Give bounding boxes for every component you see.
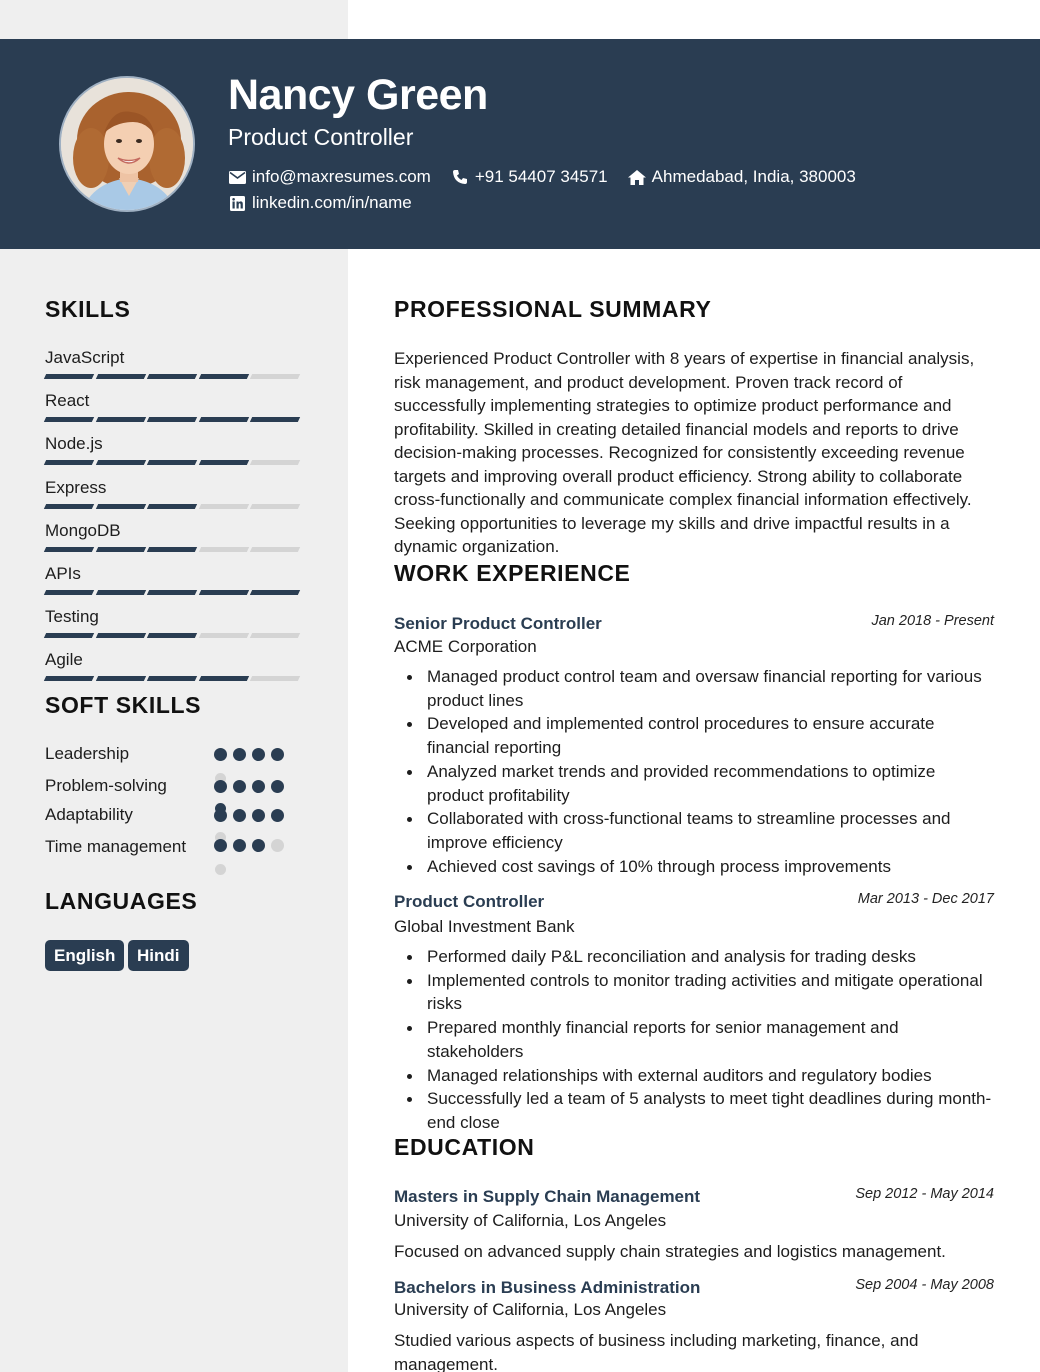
- education-heading: EDUCATION: [394, 1134, 535, 1160]
- skill-segment-empty: [198, 547, 248, 552]
- soft-skill-dots: [214, 748, 290, 761]
- contact-row: [228, 167, 876, 187]
- soft-skill-label: Problem-solving: [45, 776, 167, 795]
- skill-segment-filled: [95, 504, 145, 509]
- skill-label: React: [45, 391, 90, 411]
- skill-label: JavaScript: [45, 348, 125, 367]
- skill-label: Node.js: [45, 434, 103, 454]
- skill-segment-filled: [44, 460, 94, 465]
- languages-heading: LANGUAGES: [45, 888, 198, 914]
- skill-label: Testing: [45, 607, 99, 627]
- portrait-image: [61, 78, 195, 212]
- skill-level-bar: [45, 417, 303, 422]
- rating-dot-filled: [233, 748, 246, 761]
- skill-segment-filled: [95, 547, 145, 552]
- language-tag: English: [45, 940, 124, 971]
- education-dates: Sep 2004 - May 2008: [855, 1277, 994, 1293]
- skill-segment-filled: [147, 374, 197, 379]
- list-item: Performed daily P&L reconciliation and analysis for trading desks: [394, 945, 994, 969]
- skill-segment-filled: [198, 417, 248, 422]
- job-dates: Mar 2013 - Dec 2017: [857, 891, 994, 907]
- rating-dot-filled: [214, 839, 227, 852]
- dot-artifact: [215, 864, 226, 875]
- rating-dot-filled: [271, 780, 284, 793]
- skill-segment-empty: [198, 633, 248, 638]
- skill-row: [45, 391, 305, 411]
- phone-text: +91 54407 34571: [474, 167, 608, 186]
- list-item: Implemented controls to monitor trading activities and mitigate operational risks: [394, 969, 994, 1016]
- skill-segment-filled: [44, 633, 94, 638]
- skill-segment-empty: [250, 547, 300, 552]
- skill-segment-filled: [198, 590, 248, 595]
- skill-label: APIs: [45, 564, 81, 583]
- summary-text: Experienced Product Controller with 8 years of expertise in financial analysis, risk management, and product development. Proven track record of successfully implementing strategies to optimize product performance and profitability. Skilled in creating detailed financial models and reports to drive decision-making processes. Recognized for consistently exceeding revenue targets and improving overall product efficiency. Strong ability to collaborate cross-functionally and communicate complex financial information effectively. Seeking opportunities to leverage my skills and drive impactful results in a dynamic organization.: [394, 349, 975, 556]
- education-dates: Sep 2012 - May 2014: [855, 1186, 994, 1202]
- skill-segment-filled: [147, 633, 197, 638]
- skill-segment-empty: [250, 504, 300, 509]
- contact-email[interactable]: [228, 167, 431, 187]
- skill-level-bar: [45, 676, 303, 681]
- skill-segment-filled: [250, 417, 300, 422]
- skill-row: [45, 607, 305, 627]
- contact-phone[interactable]: [451, 167, 608, 187]
- candidate-role: Product Controller: [228, 124, 414, 150]
- language-tag: Hindi: [128, 940, 189, 971]
- soft-skill-label: Adaptability: [45, 805, 133, 824]
- rating-dot-filled: [252, 748, 265, 761]
- skill-level-bar: [45, 590, 303, 595]
- skill-row: [45, 434, 305, 454]
- linkedin-icon: [228, 194, 246, 212]
- skill-segment-filled: [147, 590, 197, 595]
- list-item: Collaborated with cross-functional teams to streamline processes and improve efficiency: [394, 807, 994, 854]
- envelope-icon: [228, 168, 246, 186]
- skill-segment-filled: [95, 590, 145, 595]
- skill-segment-filled: [147, 460, 197, 465]
- address-text: Ahmedabad, India, 380003: [651, 167, 856, 186]
- education-description: Focused on advanced supply chain strategies and logistics management.: [394, 1242, 946, 1261]
- rating-dot-filled: [233, 809, 246, 822]
- skill-segment-empty: [250, 633, 300, 638]
- list-item: Managed product control team and oversaw financial reporting for various product lines: [394, 665, 994, 712]
- soft-skill-label: Leadership: [45, 744, 130, 763]
- skill-row: [45, 521, 305, 541]
- skill-label: Express: [45, 477, 107, 497]
- skill-segment-filled: [147, 547, 197, 552]
- avatar: [59, 76, 195, 212]
- list-item: Developed and implemented control procedures to ensure accurate financial reporting: [394, 712, 994, 759]
- email-text: info@maxresumes.com: [252, 167, 431, 186]
- rating-dot-filled: [214, 780, 227, 793]
- contact-address: [628, 167, 856, 187]
- rating-dot-filled: [271, 809, 284, 822]
- home-icon: [628, 168, 646, 186]
- skill-label: Agile: [45, 650, 83, 670]
- skill-level-bar: [45, 460, 303, 465]
- skill-segment-filled: [44, 676, 94, 681]
- skill-segment-filled: [95, 460, 145, 465]
- skill-segment-filled: [44, 504, 94, 509]
- skill-level-bar: [45, 633, 303, 638]
- skill-level-bar: [45, 374, 303, 379]
- skill-segment-filled: [95, 374, 145, 379]
- skill-segment-filled: [250, 590, 300, 595]
- list-item: Achieved cost savings of 10% through process improvements: [394, 855, 994, 879]
- list-item: Analyzed market trends and provided recommendations to optimize product profitability: [394, 760, 994, 807]
- skill-level-bar: [45, 547, 303, 552]
- skill-segment-filled: [147, 676, 197, 681]
- list-item: Managed relationships with external auditors and regulatory bodies: [394, 1064, 994, 1088]
- skill-segment-filled: [198, 374, 248, 379]
- rating-dot-filled: [233, 780, 246, 793]
- job-title: Senior Product Controller: [394, 614, 602, 633]
- contact-linkedin[interactable]: [228, 193, 412, 213]
- skill-segment-filled: [44, 374, 94, 379]
- skill-segment-empty: [250, 374, 300, 379]
- rating-dot-filled: [252, 780, 265, 793]
- job-bullets: [394, 945, 994, 1135]
- linkedin-text: linkedin.com/in/name: [252, 193, 412, 212]
- skill-row: [45, 564, 305, 584]
- rating-dot-empty: [271, 839, 284, 852]
- skill-segment-filled: [198, 676, 248, 681]
- skill-segment-filled: [44, 547, 94, 552]
- skill-segment-filled: [44, 590, 94, 595]
- soft-skills-heading: SOFT SKILLS: [45, 692, 202, 718]
- skill-segment-filled: [147, 417, 197, 422]
- skill-segment-filled: [147, 504, 197, 509]
- skill-label: MongoDB: [45, 520, 121, 540]
- experience-heading: WORK EXPERIENCE: [394, 560, 631, 586]
- summary-heading: PROFESSIONAL SUMMARY: [394, 296, 712, 322]
- skill-segment-filled: [95, 633, 145, 638]
- soft-skill-dots: [214, 839, 290, 852]
- skills-heading: SKILLS: [45, 296, 131, 322]
- school-name: University of California, Los Angeles: [394, 1211, 667, 1230]
- rating-dot-filled: [252, 839, 265, 852]
- skill-segment-filled: [95, 417, 145, 422]
- education-description: Studied various aspects of business including marketing, finance, and management.: [394, 1331, 919, 1372]
- rating-dot-filled: [271, 748, 284, 761]
- phone-icon: [451, 168, 469, 186]
- school-name: University of California, Los Angeles: [394, 1300, 667, 1319]
- skill-segment-empty: [250, 676, 300, 681]
- skill-level-bar: [45, 504, 303, 509]
- soft-skill-label: Time management: [45, 837, 187, 856]
- candidate-name: Nancy Green: [228, 71, 488, 119]
- skill-segment-filled: [198, 460, 248, 465]
- job-bullets: [394, 665, 994, 878]
- rating-dot-filled: [252, 809, 265, 822]
- skill-row: [45, 348, 305, 368]
- rating-dot-filled: [214, 748, 227, 761]
- degree-title: Bachelors in Business Administration: [394, 1278, 701, 1297]
- company-name: Global Investment Bank: [394, 917, 575, 936]
- skill-segment-empty: [250, 460, 300, 465]
- dot-artifact: [215, 803, 226, 814]
- job-title: Product Controller: [394, 892, 545, 911]
- skill-segment-filled: [44, 417, 94, 422]
- skill-segment-filled: [95, 676, 145, 681]
- list-item: Prepared monthly financial reports for senior management and stakeholders: [394, 1016, 994, 1063]
- skill-segment-empty: [198, 504, 248, 509]
- contact-row-2: [228, 193, 432, 213]
- skill-row: [45, 650, 305, 670]
- soft-skill-dots: [214, 780, 290, 793]
- company-name: ACME Corporation: [394, 637, 537, 656]
- list-item: Successfully led a team of 5 analysts to meet tight deadlines during month-end close: [394, 1087, 994, 1134]
- skill-row: [45, 478, 305, 498]
- job-dates: Jan 2018 - Present: [871, 613, 994, 629]
- rating-dot-filled: [233, 839, 246, 852]
- degree-title: Masters in Supply Chain Management: [394, 1187, 701, 1206]
